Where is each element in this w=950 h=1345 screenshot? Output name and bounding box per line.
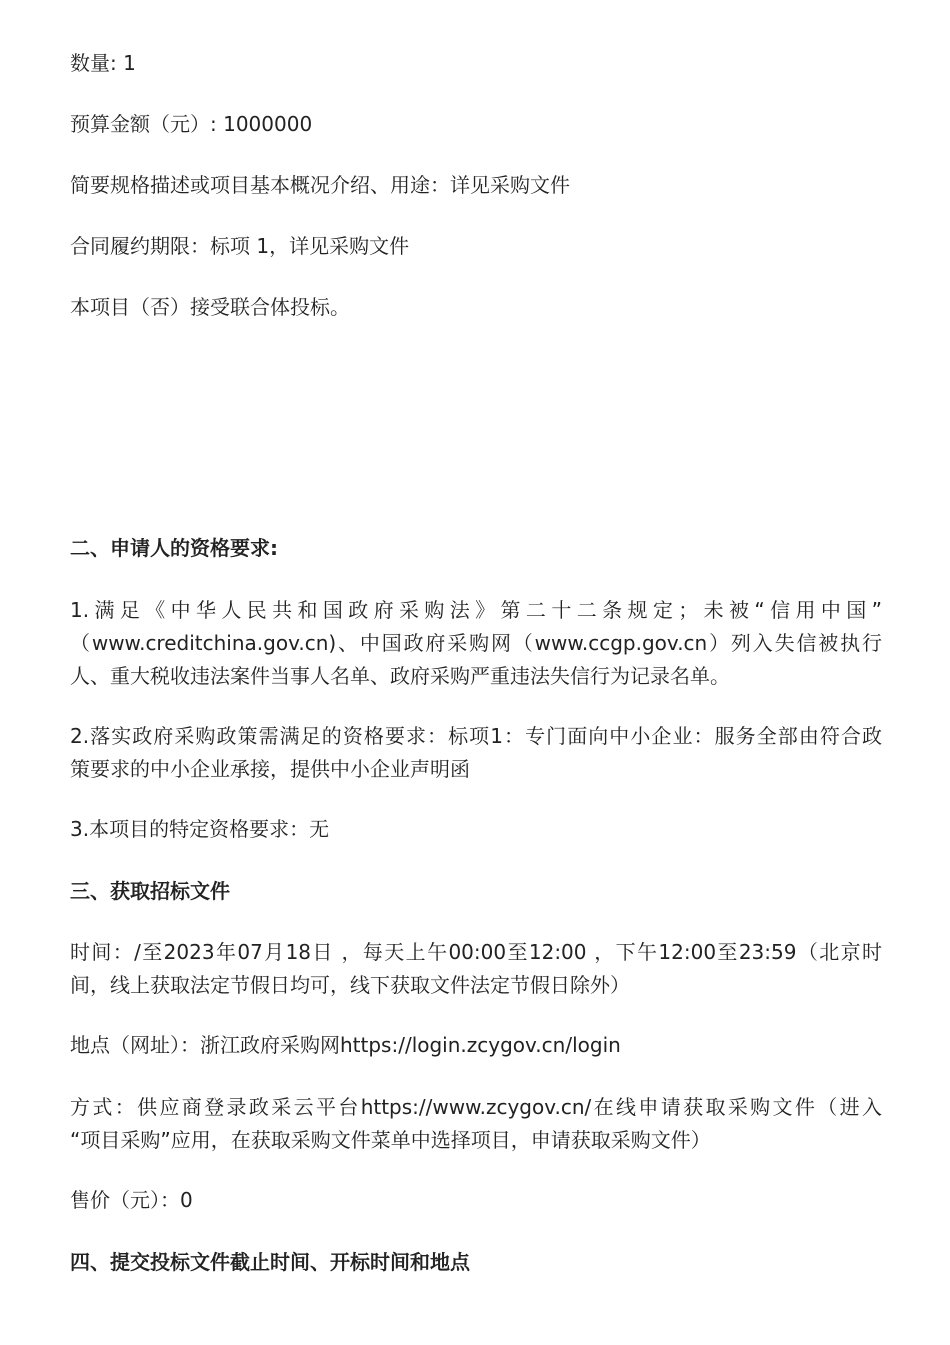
acquisition-time-line: 间，线上获取法定节假日均可，线下获取文件法定节假日除外） xyxy=(70,973,630,997)
qualification-item-3: 3.本项目的特定资格要求：无 xyxy=(70,817,330,841)
section-three-heading: 三、获取招标文件 xyxy=(70,879,230,903)
qualification-item-1-line: 1.满足《中华人民共和国政府采购法》第二十二条规定；未被“信用中国” xyxy=(70,598,882,622)
section-four-heading: 四、提交投标文件截止时间、开标时间和地点 xyxy=(70,1250,470,1274)
contract-period-text: 合同履约期限：标项 1，详见采购文件 xyxy=(70,234,410,258)
acquisition-method xyxy=(70,1091,882,1157)
section-two-heading: 二、申请人的资格要求: xyxy=(70,536,278,560)
acquisition-method-line: 方式：供应商登录政采云平台https://www.zcygov.cn/在线申请获取采购文件（进入 xyxy=(70,1095,882,1119)
qualification-item-2 xyxy=(70,720,882,786)
consortium-text: 本项目（否）接受联合体投标。 xyxy=(70,295,350,319)
quantity-text: 数量: 1 xyxy=(70,51,136,75)
qualification-item-1-line: 人、重大税收违法案件当事人名单、政府采购严重违法失信行为记录名单。 xyxy=(70,664,730,688)
document-price: 售价（元）：0 xyxy=(70,1188,193,1212)
spec-description-text: 简要规格描述或项目基本概况介绍、用途：详见采购文件 xyxy=(70,173,570,197)
qualification-item-2-line: 策要求的中小企业承接，提供中小企业声明函 xyxy=(70,757,470,781)
acquisition-time-line: 时间：/至2023年07月18日 ，每天上午00:00至12:00 ，下午12:00至23:59（北京时 xyxy=(70,940,882,964)
acquisition-method-line: “项目采购”应用，在获取采购文件菜单中选择项目，申请获取采购文件） xyxy=(70,1128,711,1152)
qualification-item-1 xyxy=(70,594,882,693)
acquisition-location: 地点（网址）：浙江政府采购网https://login.zcygov.cn/login xyxy=(70,1033,621,1057)
qualification-item-1-line: （www.creditchina.gov.cn)、中国政府采购网（www.ccgp.gov.cn）列入失信被执行 xyxy=(70,631,882,655)
qualification-item-2-line: 2.落实政府采购政策需满足的资格要求：标项1：专门面向中小企业：服务全部由符合政 xyxy=(70,724,882,748)
budget-text: 预算金额（元）: 1000000 xyxy=(70,112,313,136)
acquisition-time xyxy=(70,936,882,1002)
